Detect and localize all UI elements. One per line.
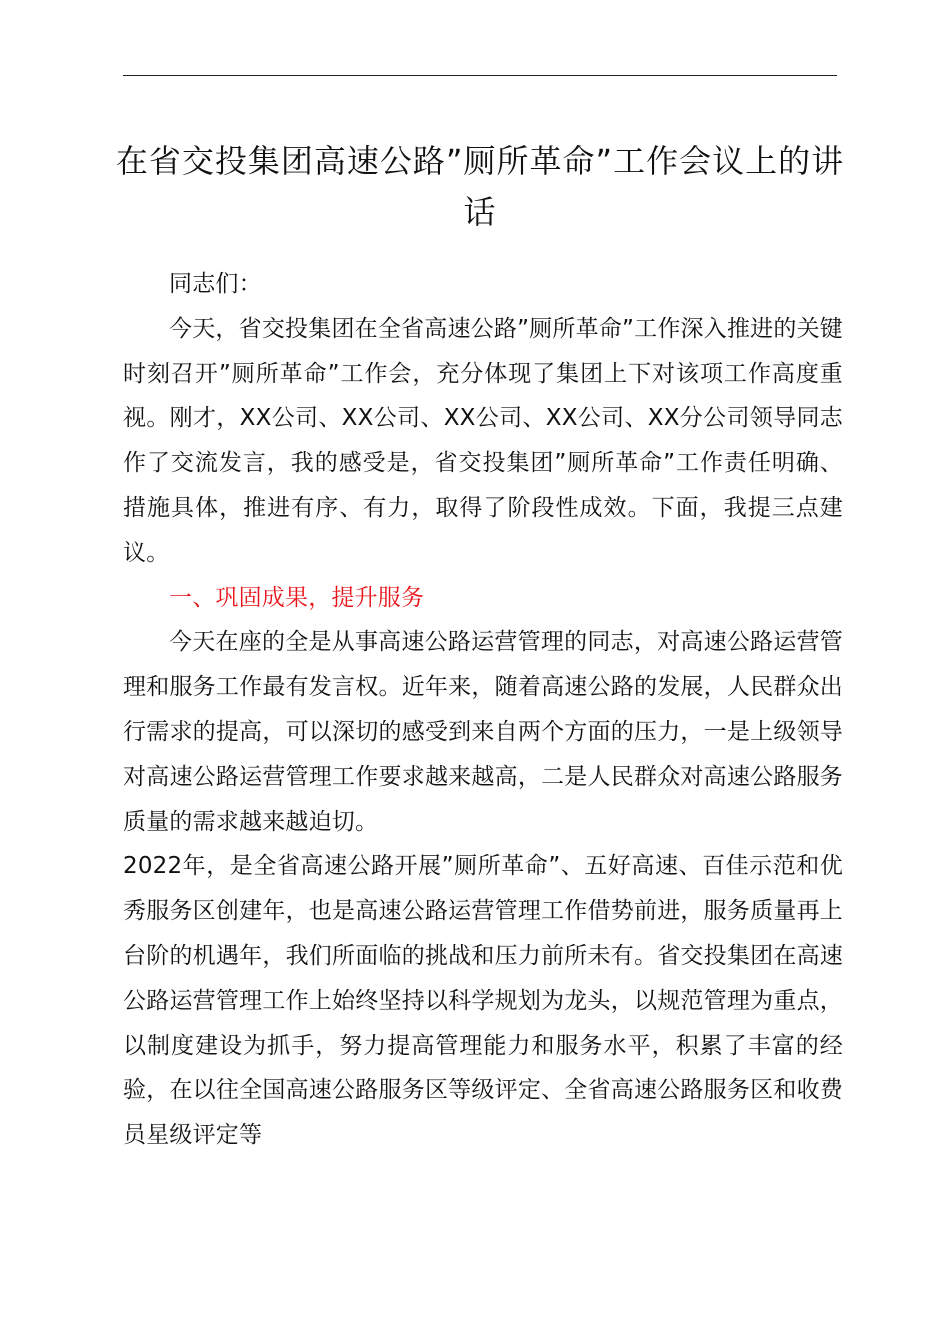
salutation: 同志们： bbox=[169, 271, 262, 297]
document-body bbox=[123, 262, 843, 1158]
paragraph-section-1-continued: 2022年，是全省高速公路开展”厕所革命”、五好高速、百佳示范和优秀服务区创建年，也是高速公路运营管理工作借势前进，服务质量再上台阶的机遇年，我们所面临的挑战和压力前所未有。省交投集团在高速公路运营管理工作上始终坚持以科学规划为龙头，以规范管理为重点，以制度建设为抓手，努力提高管理能力和服务水平，积累了丰富的经验，在以往全国高速公路服务区等级评定、全省高速公路服务区和收费员星级评定等 bbox=[123, 853, 843, 1149]
paragraph-opening: 今天，省交投集团在全省高速公路”厕所革命”工作深入推进的关键时刻召开”厕所革命”工作会，充分体现了集团上下对该项工作高度重视。刚才，XX公司、XX公司、XX公司、XX公司、XX分公司领导同志作了交流发言，我的感受是，省交投集团”厕所革命”工作责任明确、措施具体，推进有序、有力，取得了阶段性成效。下面，我提三点建议。 bbox=[123, 315, 843, 566]
document-title: 在省交投集团高速公路”厕所革命”工作会议上的讲话 bbox=[115, 142, 845, 231]
section-heading-1: 一、巩固成果，提升服务 bbox=[169, 584, 425, 611]
header-rule bbox=[123, 75, 837, 76]
paragraph-section-1: 今天在座的全是从事高速公路运营管理的同志，对高速公路运营管理和服务工作最有发言权。近年来，随着高速公路的发展，人民群众出行需求的提高，可以深切的感受到来自两个方面的压力，一是上级领导对高速公路运营管理工作要求越来越高，二是人民群众对高速公路服务质量的需求越来越迫切。 bbox=[123, 629, 843, 835]
